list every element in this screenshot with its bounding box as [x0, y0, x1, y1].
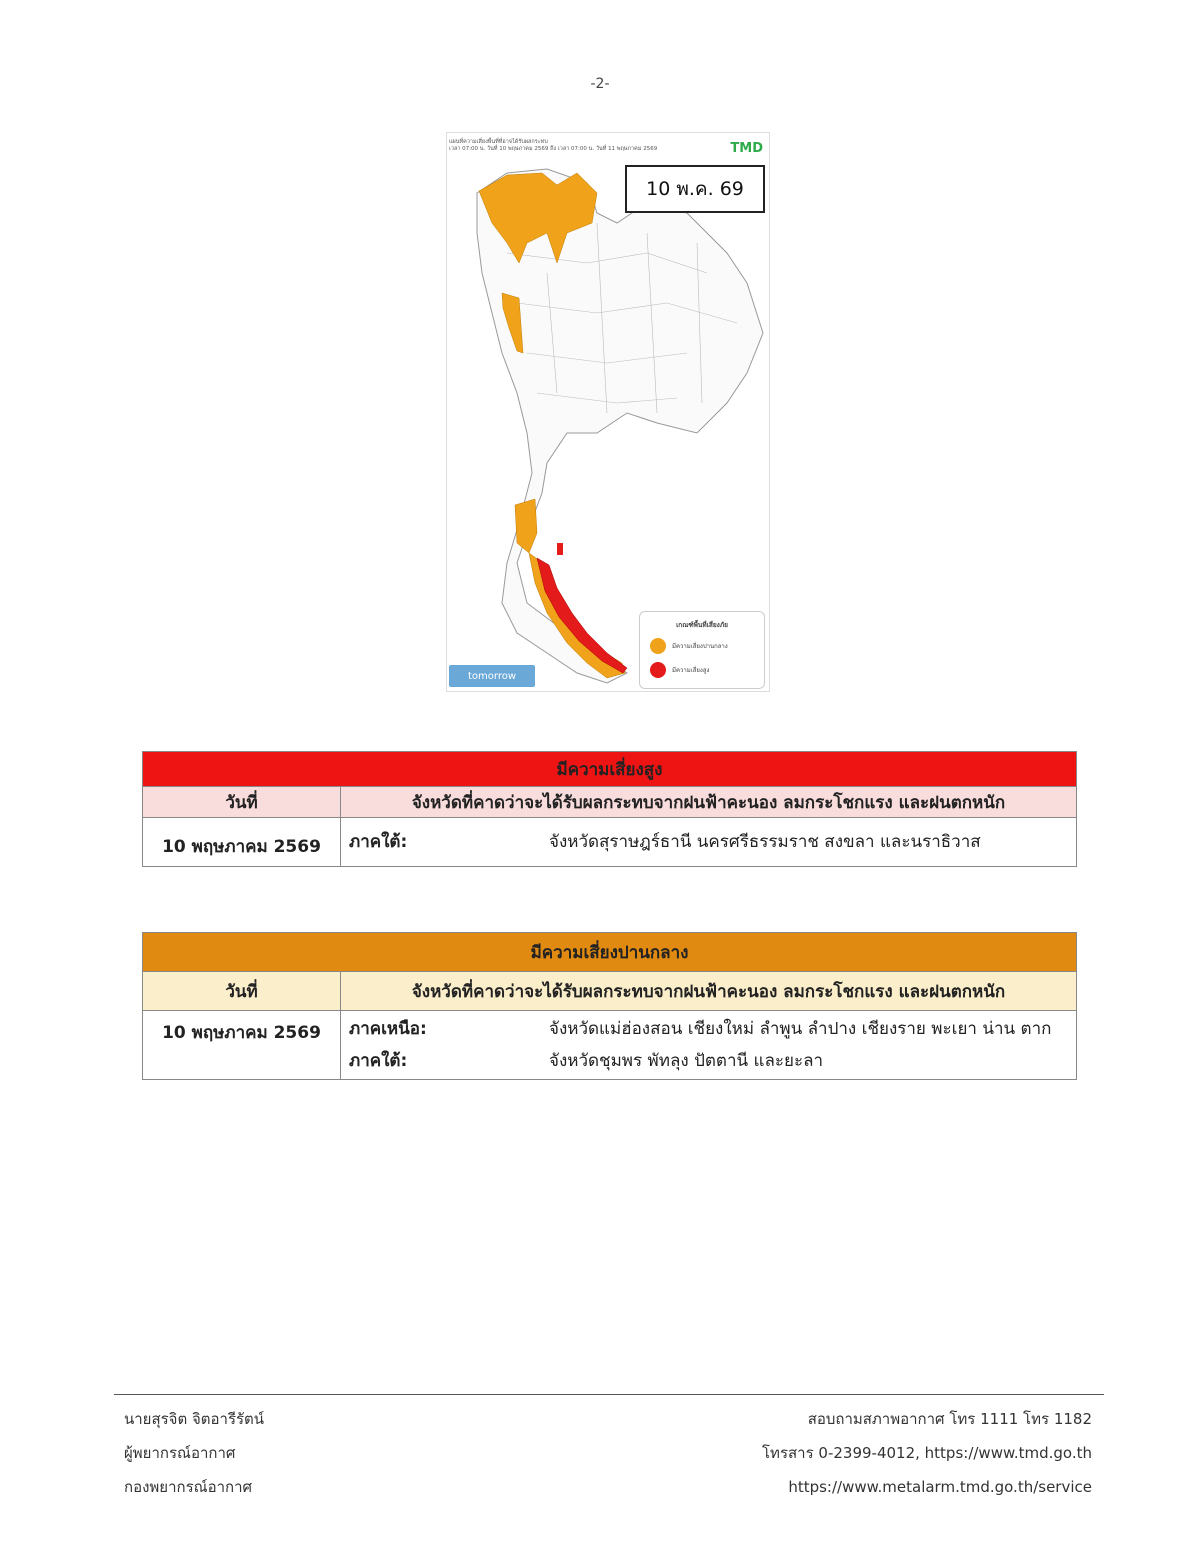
forecaster-division: กองพยากรณ์อากาศ: [124, 1478, 253, 1496]
risk-map: [446, 132, 770, 692]
table-row: [143, 818, 1077, 867]
thailand-map-graphic: [447, 133, 769, 691]
province-list: จังหวัดแม่ฮ่องสอน เชียงใหม่ ลำพูน ลำปาง เชียงราย พะเยา น่าน ตาก: [549, 1019, 1052, 1039]
region-label: ภาคเหนือ:: [349, 1019, 427, 1039]
province-list: จังหวัดสุราษฎร์ธานี นครศรีธรรมราช สงขลา และนราธิวาส: [549, 832, 981, 852]
contact-phone: สอบถามสภาพอากาศ โทร 1111 โทร 1182: [807, 1410, 1092, 1428]
footer-divider: [114, 1394, 1104, 1395]
high-risk-table: [142, 751, 1077, 867]
table-row: [143, 1011, 1077, 1080]
legend-title: เกณฑ์พื้นที่เสี่ยงภัย: [676, 621, 728, 629]
footer-right: [762, 1402, 1092, 1504]
forecaster-name: นายสุรจิต จิตอารีรัตน์: [124, 1410, 265, 1428]
legend-swatch-high: [650, 662, 666, 678]
high-risk-col-provinces: จังหวัดที่คาดว่าจะได้รับผลกระทบจากฝนฟ้าคะนอง ลมกระโชกแรง และฝนตกหนัก: [341, 787, 1077, 818]
high-risk-title: มีความเสี่ยงสูง: [143, 752, 1077, 787]
forecaster-title: ผู้พยากรณ์อากาศ: [124, 1444, 236, 1462]
contact-fax: โทรสาร 0-2399-4012, https://www.tmd.go.th: [762, 1444, 1092, 1462]
moderate-risk-table: [142, 932, 1077, 1080]
province-list: จังหวัดชุมพร พัทลุง ปัตตานี และยะลา: [549, 1051, 824, 1071]
region-label: ภาคใต้:: [349, 832, 408, 852]
tmd-logo: TMD: [730, 141, 763, 156]
map-header-line2: เวลา 07:00 น. วันที่ 10 พฤษภาคม 2569 ถึง เวลา 07:00 น. วันที่ 11 พฤษภาคม 2569: [449, 146, 658, 152]
legend-label-moderate: มีความเสี่ยงปานกลาง: [672, 643, 728, 650]
high-risk-provinces-cell: [341, 818, 1077, 867]
contact-url: https://www.metalarm.tmd.go.th/service: [788, 1478, 1092, 1496]
tomorrow-badge: tomorrow: [449, 665, 535, 687]
moderate-risk-col-provinces: จังหวัดที่คาดว่าจะได้รับผลกระทบจากฝนฟ้าคะนอง ลมกระโชกแรง และฝนตกหนัก: [341, 972, 1077, 1011]
high-risk-date: 10 พฤษภาคม 2569: [143, 818, 341, 867]
high-risk-col-date: วันที่: [143, 787, 341, 818]
footer-left: [124, 1402, 264, 1504]
map-header-line1: แผนที่ความเสี่ยงพื้นที่ที่อาจได้รับผลกระทบ: [449, 139, 548, 145]
region-label: ภาคใต้:: [349, 1051, 408, 1071]
moderate-risk-col-date: วันที่: [143, 972, 341, 1011]
moderate-risk-date: 10 พฤษภาคม 2569: [143, 1011, 341, 1080]
moderate-risk-title: มีความเสี่ยงปานกลาง: [143, 933, 1077, 972]
legend-label-high: มีความเสี่ยงสูง: [672, 667, 710, 674]
map-header: [449, 139, 689, 153]
legend-item-high: [650, 662, 764, 678]
map-legend: [639, 611, 765, 689]
legend-item-moderate: [650, 638, 764, 654]
page-number: -2-: [590, 76, 610, 92]
moderate-risk-provinces-cell: [341, 1011, 1077, 1080]
map-date-label: 10 พ.ค. 69: [625, 165, 765, 213]
legend-swatch-moderate: [650, 638, 666, 654]
